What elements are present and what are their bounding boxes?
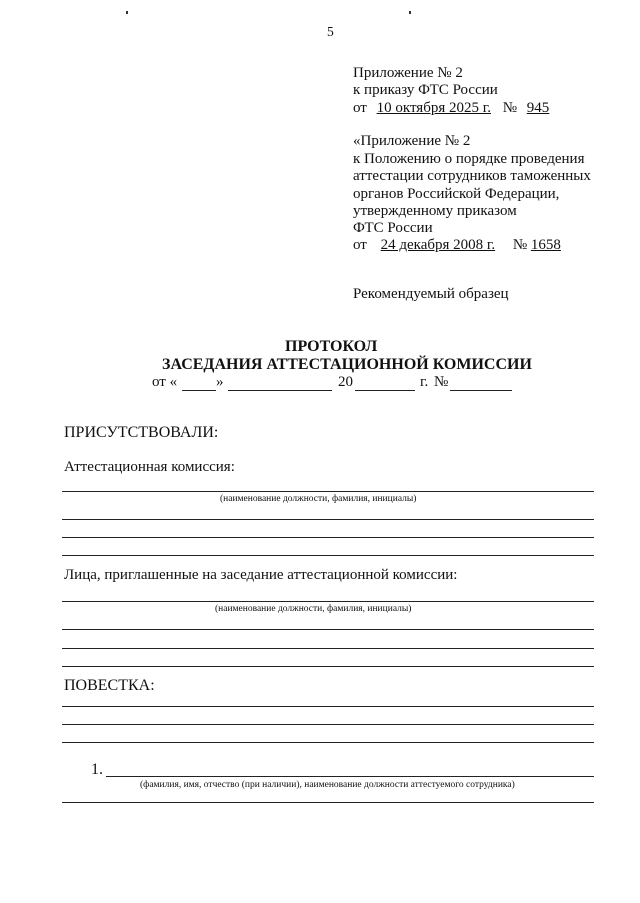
appendix-date: 10 октября 2025 г.	[376, 100, 491, 116]
protocol-title: ПРОТОКОЛ	[285, 338, 378, 355]
appendix-title: Приложение № 2	[353, 65, 463, 81]
agenda-line[interactable]	[62, 802, 594, 803]
agenda-item-line[interactable]	[106, 776, 594, 777]
number-prefix: №	[512, 237, 528, 253]
day-blank[interactable]	[182, 390, 216, 391]
commission-line[interactable]	[62, 519, 594, 520]
year-blank[interactable]	[355, 390, 415, 391]
commission-line[interactable]	[62, 491, 594, 492]
regulation-line: «Приложение № 2	[353, 133, 471, 149]
invited-line[interactable]	[62, 648, 594, 649]
page-number: 5	[327, 24, 334, 39]
date-prefix: от	[353, 237, 367, 253]
agenda-item-number: 1.	[91, 761, 103, 778]
invited-hint: (наименование должности, фамилия, инициалы)	[215, 604, 412, 614]
invited-label: Лица, приглашенные на заседание аттестационной комиссии:	[64, 567, 458, 583]
appendix-date-line	[353, 100, 549, 117]
regulation-line: к Положению о порядке проведения	[353, 151, 585, 167]
commission-line[interactable]	[62, 537, 594, 538]
invited-line[interactable]	[62, 601, 594, 602]
month-blank[interactable]	[228, 390, 332, 391]
protocol-number-blank[interactable]	[450, 390, 512, 391]
scan-speck	[409, 11, 411, 14]
commission-label: Аттестационная комиссия:	[64, 459, 235, 475]
invited-line[interactable]	[62, 629, 594, 630]
appendix-number: 945	[526, 100, 550, 116]
protocol-year-prefix: 20	[338, 374, 353, 390]
agenda-line[interactable]	[62, 706, 594, 707]
protocol-year-suffix: г.	[420, 374, 429, 390]
invited-line[interactable]	[62, 666, 594, 667]
number-prefix: №	[502, 100, 518, 116]
present-heading: ПРИСУТСТВОВАЛИ:	[64, 424, 219, 441]
regulation-line: аттестации сотрудников таможенных	[353, 168, 591, 184]
protocol-number-sign: №	[434, 374, 449, 390]
agenda-heading: ПОВЕСТКА:	[64, 677, 155, 694]
regulation-line: органов Российской Федерации,	[353, 186, 560, 202]
commission-hint: (наименование должности, фамилия, инициалы)	[220, 494, 417, 504]
agenda-item-hint: (фамилия, имя, отчество (при наличии), наименование должности аттестуемого сотрудника)	[140, 780, 515, 790]
agenda-line[interactable]	[62, 742, 594, 743]
appendix-order-ref: к приказу ФТС России	[353, 82, 498, 98]
protocol-date-prefix: от «	[152, 374, 178, 390]
regulation-date: 24 декабря 2008 г.	[380, 237, 496, 253]
protocol-subtitle: ЗАСЕДАНИЯ АТТЕСТАЦИОННОЙ КОМИССИИ	[162, 356, 532, 373]
regulation-date-line	[353, 237, 561, 254]
protocol-date-quote: »	[216, 374, 224, 390]
sample-note: Рекомендуемый образец	[353, 286, 509, 302]
commission-line[interactable]	[62, 555, 594, 556]
agenda-line[interactable]	[62, 724, 594, 725]
regulation-number: 1658	[530, 237, 561, 253]
regulation-line: утвержденному приказом	[353, 203, 517, 219]
scan-speck	[126, 11, 128, 14]
regulation-line: ФТС России	[353, 220, 433, 236]
date-prefix: от	[353, 100, 367, 116]
